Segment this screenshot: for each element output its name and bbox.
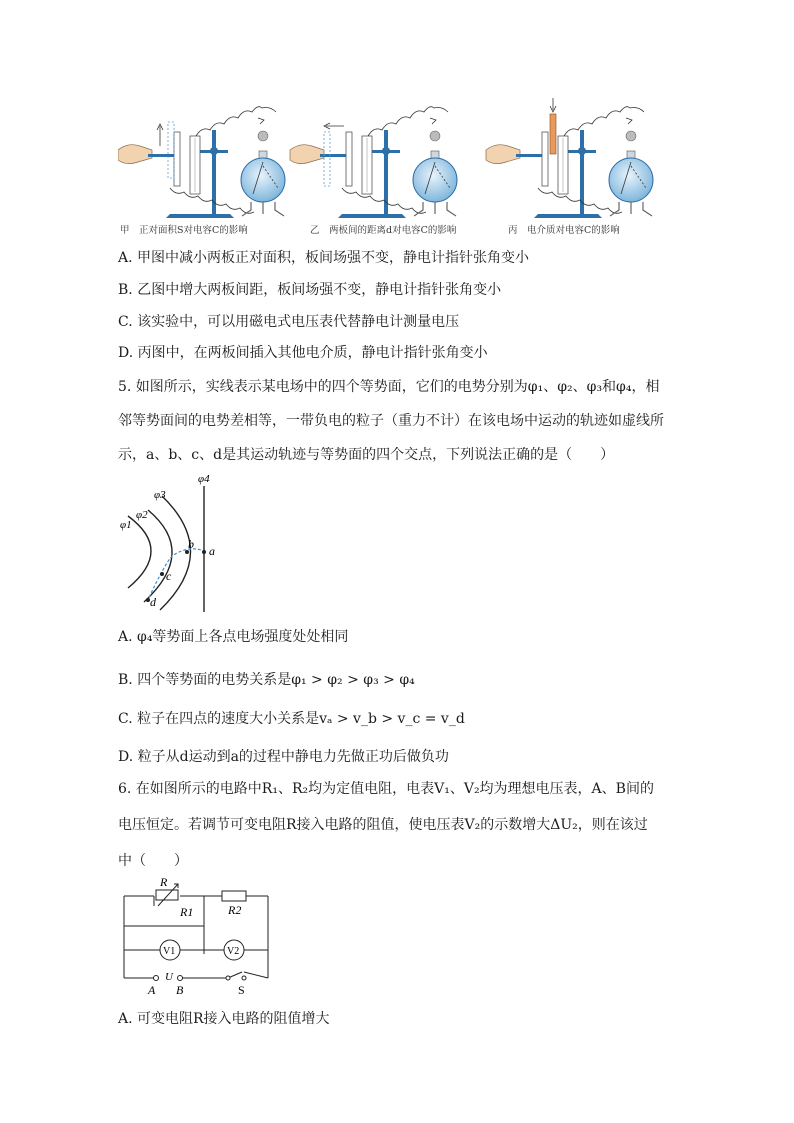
q4-option-b[interactable]: B. 乙图中增大两板间距，板间场强不变，静电计指针张角变小	[118, 282, 502, 298]
q5-option-c[interactable]: C. 粒子在四点的速度大小关系是vₐ > v_b > v_c = v_d	[118, 711, 465, 727]
q6-stem-line1: 6. 在如图所示的电路中R₁、R₂均为定值电阻，电表V₁、V₂均为理想电压表，A、B间的	[118, 781, 654, 797]
svg-text:B: B	[176, 983, 184, 997]
caption-bing: 丙 电介质对电容C的影响	[508, 225, 620, 236]
caption-yi: 乙 两板间的距离d对电容C的影响	[310, 225, 457, 236]
label-a: a	[209, 544, 215, 558]
q5-option-a[interactable]: A. φ₄等势面上各点电场强度处处相同	[118, 629, 349, 645]
q5-stem-line2: 邻等势面间的电势差相等，一带负电的粒子（重力不计）在该电场中运动的轨迹如虚线所	[118, 413, 664, 429]
experiment-bing	[486, 98, 653, 218]
resistor-R2	[222, 891, 246, 901]
q5-stem-line1: 5. 如图所示，实线表示某电场中的四个等势面，它们的电势分别为φ₁、φ₂、φ₃和φ₄，相	[118, 379, 660, 395]
equipotential-figure	[114, 470, 234, 618]
label-phi3: φ3	[154, 489, 166, 501]
caption-jia: 甲 正对面积S对电容C的影响	[120, 225, 248, 236]
capacitor-experiment-figure	[118, 96, 688, 221]
label-phi4: φ4	[198, 473, 210, 485]
terminal-B	[178, 976, 183, 981]
equipotential-phi2	[144, 510, 172, 602]
label-c: c	[166, 569, 172, 583]
svg-text:R1: R1	[180, 905, 194, 919]
circuit-figure	[118, 876, 278, 1000]
label-b: b	[188, 537, 194, 551]
label-phi1: φ1	[120, 519, 132, 531]
experiment-jia	[118, 107, 285, 218]
label-phi2: φ2	[136, 509, 148, 521]
q4-option-c[interactable]: C. 该实验中，可以用磁电式电压表代替静电计测量电压	[118, 314, 460, 330]
svg-text:V1: V1	[163, 946, 176, 957]
q6-stem-line3: 中（ ）	[118, 853, 188, 869]
svg-text:A: A	[148, 983, 156, 997]
q5-stem-line3: 示，a、b、c、d是其运动轨迹与等势面的四个交点，下列说法正确的是（ ）	[118, 447, 615, 463]
svg-text:R2: R2	[228, 903, 242, 917]
svg-text:R: R	[160, 876, 168, 889]
svg-text:V2: V2	[227, 946, 240, 957]
q5-option-d[interactable]: D. 粒子从d运动到a的过程中静电力先做正功后做负功	[118, 749, 449, 765]
point-c	[160, 572, 164, 576]
label-d: d	[150, 595, 156, 609]
q4-option-d[interactable]: D. 丙图中，在两板间插入其他电介质，静电计指针张角变小	[118, 345, 488, 361]
svg-text:S: S	[238, 983, 245, 997]
q4-option-a[interactable]: A. 甲图中减小两板正对面积，板间场强不变，静电计指针张角变小	[118, 250, 530, 266]
q6-option-a[interactable]: A. 可变电阻R接入电路的阻值增大	[118, 1011, 330, 1027]
svg-text:U: U	[165, 971, 173, 983]
experiment-yi	[290, 107, 457, 218]
terminal-A	[154, 976, 159, 981]
q6-stem-line2: 电压恒定。若调节可变电阻R接入电路的阻值，使电压表V₂的示数增大ΔU₂，则在该过	[118, 817, 648, 833]
resistor-R	[156, 890, 178, 900]
point-a	[202, 550, 206, 554]
q5-option-b[interactable]: B. 四个等势面的电势关系是φ₁ > φ₂ > φ₃ > φ₄	[118, 672, 415, 688]
